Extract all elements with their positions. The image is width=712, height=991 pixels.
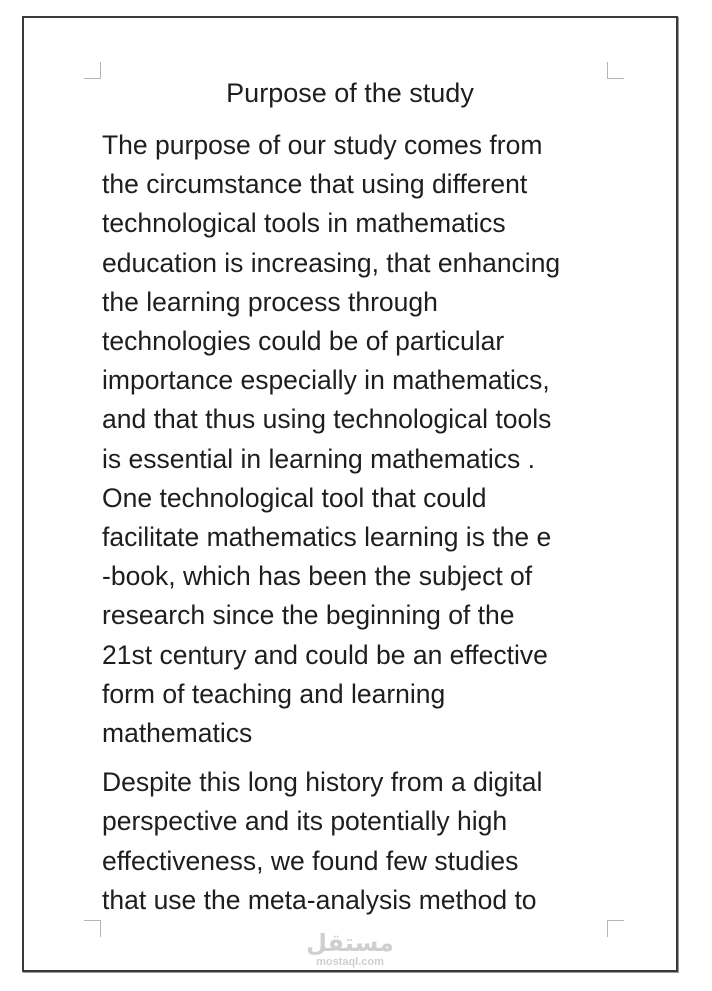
- page-title: Purpose of the study: [226, 78, 474, 108]
- body-text: [102, 126, 622, 920]
- watermark-arabic-text: مستقل: [306, 929, 394, 957]
- watermark-logo: [24, 930, 676, 968]
- paragraph-1: The purpose of our study comes from the circumstance that using different technological tools in mathematics education is increasing, that enhancing the learning process through technologies could be of particular importance especially in mathematics, and that thus using technological tools is essential in learning mathematics . One technological tool that could facilitate mathematics learning is the e -book, which has been the subject of research since the beginning of the 21st century and could be an effective form of teaching and learning mathematics: [102, 130, 561, 749]
- paragraph-2: Despite this long history from a digital perspective and its potentially high effectiveness, we found few studies that use the meta-analysis method to: [102, 767, 543, 915]
- watermark-url: mostaql.com: [316, 956, 384, 968]
- document-page: [22, 16, 678, 972]
